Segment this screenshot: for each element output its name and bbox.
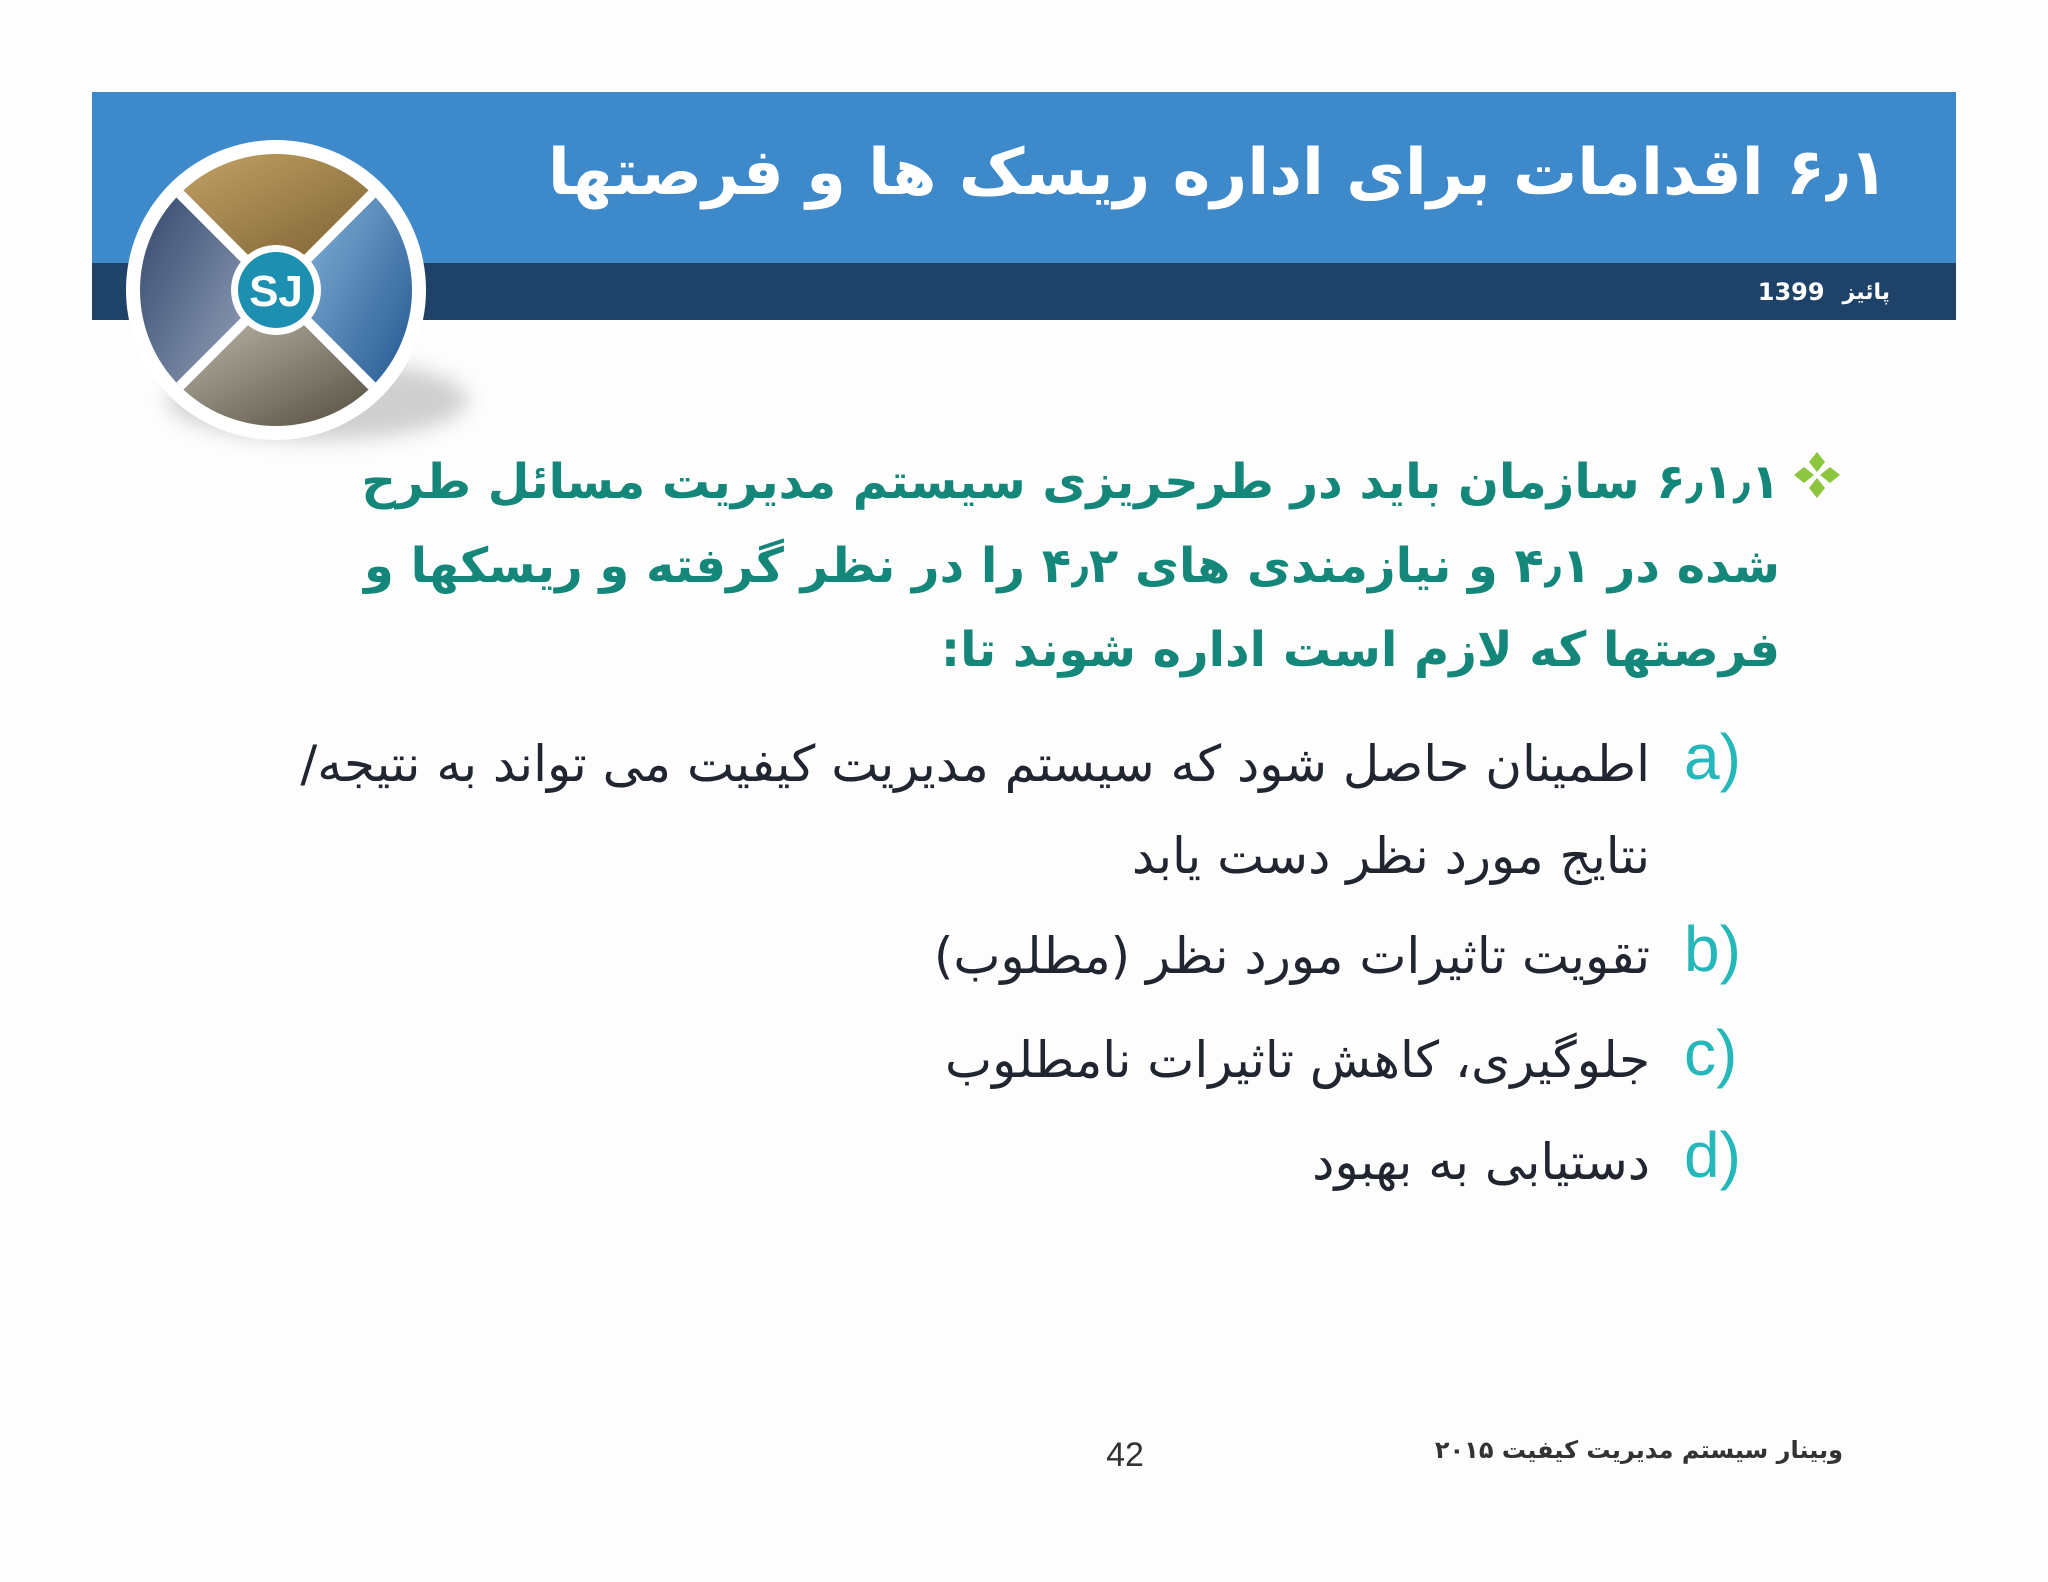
item-d-letter: d) — [1684, 1119, 1741, 1191]
logo-text: SJ — [249, 267, 303, 316]
item-a-text: اطمینان حاصل شود که سیستم مدیریت کیفیت می تواند به نتیجه/نتایج مورد نظر دست یابد — [300, 735, 1650, 885]
page-number: 42 — [1106, 1436, 1144, 1474]
logo-badge — [126, 140, 426, 440]
diamond-bullet-icon — [1790, 448, 1844, 502]
year-label: 1399 — [1757, 278, 1825, 306]
slide-title: ۶٫۱ اقدامات برای اداره ریسک ها و فرصتها — [547, 136, 1888, 210]
header-date — [1758, 270, 1890, 314]
item-b-letter: b) — [1684, 913, 1741, 985]
item-b-text: تقویت تاثیرات مورد نظر (مطلوب) — [933, 927, 1650, 985]
footer-title: وبینار سیستم مدیریت کیفیت ۲۰۱۵ — [1434, 1436, 1843, 1464]
main-paragraph: ۶٫۱٫۱ سازمان باید در طرحریزی سیستم مدیریت مسائل طرح شده در ۴٫۱ و نیازمندی های ۴٫۲ را در نظر گرفته و ریسکها و فرصتها که لازم است اداره شوند تا: — [361, 454, 1780, 678]
item-c-letter: c) — [1684, 1017, 1738, 1089]
item-d-text: دستیابی به بهبود — [1312, 1133, 1650, 1191]
item-a-letter: a) — [1684, 721, 1741, 793]
item-c-text: جلوگیری، کاهش تاثیرات نامطلوب — [945, 1031, 1650, 1089]
season-label: پائیز — [1842, 279, 1890, 305]
